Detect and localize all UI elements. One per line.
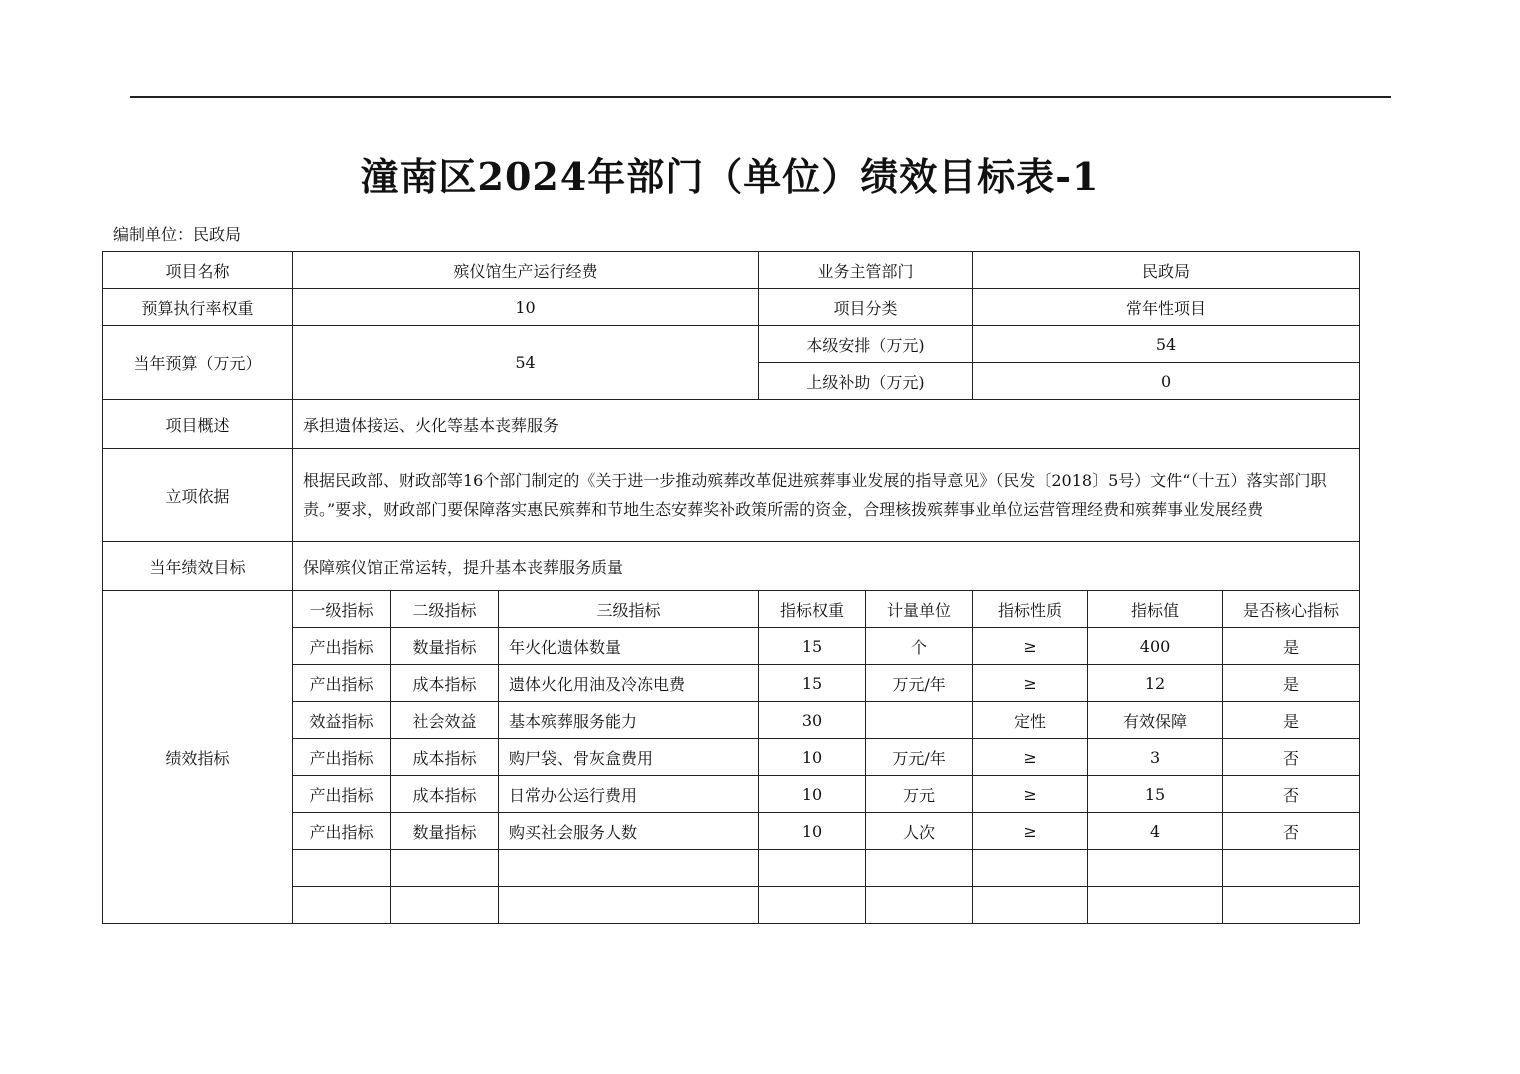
dept-label: 业务主管部门 [759,252,973,289]
unit-cell [866,702,973,739]
level1-cell: 产出指标 [293,739,391,776]
project-name-value: 殡仪馆生产运行经费 [293,252,759,289]
header-level3: 三级指标 [499,591,759,628]
org-label: 编制单位：民政局 [113,225,242,244]
level1-cell: 产出指标 [293,665,391,702]
weight-cell: 30 [759,702,866,739]
level1-cell: 产出指标 [293,628,391,665]
budget-value: 54 [293,326,759,400]
header-level2: 二级指标 [391,591,499,628]
performance-table [102,251,1360,924]
local-value: 54 [973,326,1360,363]
value-cell: 400 [1088,628,1223,665]
category-value: 常年性项目 [973,289,1360,326]
indicator-section-label: 绩效指标 [103,591,293,924]
level3-cell: 日常办公运行费用 [499,776,759,813]
indicator-header-row [103,591,1360,628]
overview-value: 承担遗体接运、火化等基本丧葬服务 [293,400,1360,449]
nature-cell: ≥ [973,739,1088,776]
weight-cell: 10 [759,739,866,776]
level3-cell: 年火化遗体数量 [499,628,759,665]
value-cell: 有效保障 [1088,702,1223,739]
value-cell: 12 [1088,665,1223,702]
dept-value: 民政局 [973,252,1360,289]
header-weight: 指标权重 [759,591,866,628]
core-cell: 是 [1223,628,1360,665]
level3-cell: 购买社会服务人数 [499,813,759,850]
header-nature: 指标性质 [973,591,1088,628]
level1-cell: 产出指标 [293,813,391,850]
header-level1: 一级指标 [293,591,391,628]
weight-label: 预算执行率权重 [103,289,293,326]
level2-cell: 数量指标 [391,813,499,850]
level2-cell: 社会效益 [391,702,499,739]
unit-cell: 人次 [866,813,973,850]
info-row-name [103,252,1360,289]
core-cell: 是 [1223,702,1360,739]
level1-cell: 产出指标 [293,776,391,813]
basis-value: 根据民政部、财政部等16个部门制定的《关于进一步推动殡葬改革促进殡葬事业发展的指导意见》（民发〔2018〕5号）文件“（十五）落实部门职责。”要求，财政部门要保障落实惠民殡葬和节地生态安葬奖补政策所需的资金，合理核拨殡葬事业单位运营管理经费和殡葬事业发展经费 [293,449,1360,542]
goal-value: 保障殡仪馆正常运转，提升基本丧葬服务质量 [293,542,1360,591]
local-label: 本级安排（万元) [759,326,973,363]
category-label: 项目分类 [759,289,973,326]
upper-value: 0 [973,363,1360,400]
header-rule [130,96,1391,98]
info-row-weight [103,289,1360,326]
level2-cell: 成本指标 [391,665,499,702]
header-unit: 计量单位 [866,591,973,628]
level3-cell: 基本殡葬服务能力 [499,702,759,739]
level2-cell: 成本指标 [391,776,499,813]
project-name-label: 项目名称 [103,252,293,289]
level2-cell: 成本指标 [391,739,499,776]
goal-label: 当年绩效目标 [103,542,293,591]
unit-cell: 个 [866,628,973,665]
value-cell: 4 [1088,813,1223,850]
unit-cell: 万元 [866,776,973,813]
overview-label: 项目概述 [103,400,293,449]
nature-cell: 定性 [973,702,1088,739]
budget-label: 当年预算（万元） [103,326,293,400]
nature-cell: ≥ [973,665,1088,702]
level3-cell: 遗体火化用油及冷冻电费 [499,665,759,702]
header-core: 是否核心指标 [1223,591,1360,628]
weight-cell: 15 [759,628,866,665]
info-row-goal [103,542,1360,591]
level1-cell: 效益指标 [293,702,391,739]
value-cell: 15 [1088,776,1223,813]
upper-label: 上级补助（万元) [759,363,973,400]
unit-cell: 万元/年 [866,739,973,776]
weight-value: 10 [293,289,759,326]
nature-cell: ≥ [973,813,1088,850]
info-row-overview [103,400,1360,449]
unit-cell: 万元/年 [866,665,973,702]
weight-cell: 10 [759,776,866,813]
level3-cell: 购尸袋、骨灰盒费用 [499,739,759,776]
weight-cell: 10 [759,813,866,850]
weight-cell: 15 [759,665,866,702]
header-value: 指标值 [1088,591,1223,628]
core-cell: 否 [1223,813,1360,850]
nature-cell: ≥ [973,628,1088,665]
nature-cell: ≥ [973,776,1088,813]
value-cell: 3 [1088,739,1223,776]
level2-cell: 数量指标 [391,628,499,665]
core-cell: 否 [1223,739,1360,776]
info-row-budget [103,326,1360,363]
core-cell: 是 [1223,665,1360,702]
core-cell: 否 [1223,776,1360,813]
info-row-basis [103,449,1360,542]
page-title: 潼南区2024年部门（单位）绩效目标表-1 [360,154,1100,199]
basis-label: 立项依据 [103,449,293,542]
